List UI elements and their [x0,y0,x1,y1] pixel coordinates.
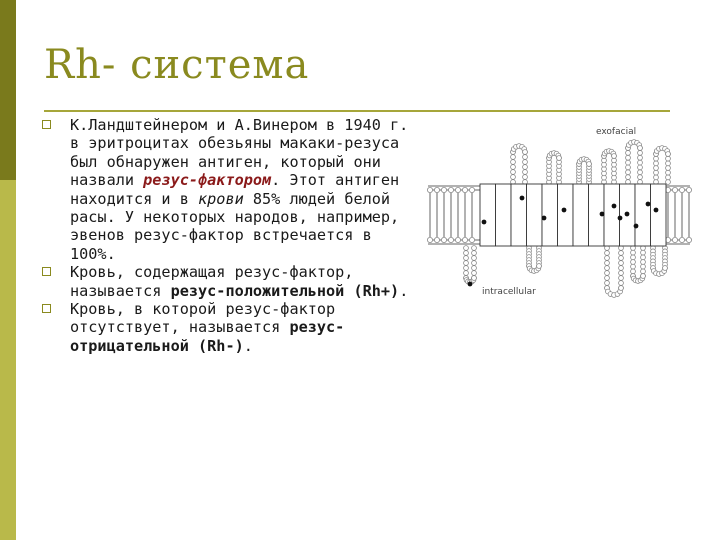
bullet-text: Кровь, содержащая резус-фактор, называется [70,263,354,300]
bullet-text: Кровь, в которой резус-фактор отсутствует, называется [70,300,336,337]
left-accent-bar-dark [0,0,16,180]
residue-bead [666,170,671,175]
residue-bead [612,154,617,159]
residue-bead [464,246,469,251]
lipid-bead [448,187,453,192]
residue-bead [472,266,477,271]
residue-bead [464,266,469,271]
highlighted-residue [634,224,639,229]
residue-bead [641,250,646,255]
residue-bead [511,170,516,175]
residue-bead [626,160,631,165]
residue-bead [537,264,542,269]
residue-bead [464,271,469,276]
residue-bead [464,251,469,256]
membrane-protein-diagram [424,118,694,303]
residue-bead [619,256,624,261]
residue-bead [523,150,528,155]
residue-bead [641,260,646,265]
residue-bead [605,276,610,281]
residue-bead [626,165,631,170]
lipid-bead [441,237,446,242]
residue-bead [523,155,528,160]
lipid-bead [679,187,684,192]
residue-bead [523,175,528,180]
residue-bead [663,266,668,271]
title-underline [44,110,670,112]
residue-bead [631,250,636,255]
residue-bead [511,165,516,170]
bullet-item-rh-negative [40,300,410,355]
bullet-text: К.Ландштейнером и А.Винером в 1940 г. в эритроцитах обезьяны макаки-резуса был обнаружен антиген, который они назвали [70,116,409,190]
bullet-item-discovery [40,116,410,263]
residue-bead [472,251,477,256]
lipid-bead [455,187,460,192]
square-bullet-icon [42,120,51,129]
helix-segment [511,184,527,246]
lipid-bead [672,187,677,192]
transmembrane-helices [480,184,666,246]
left-accent-bar [0,0,16,540]
residue-bead [605,266,610,271]
residue-bead [641,255,646,260]
residue-bead [511,160,516,165]
residue-bead [619,261,624,266]
lipid-bead [686,187,691,192]
residue-bead [523,160,528,165]
term-rh-positive: резус-положительной (Rh+) [170,281,400,300]
residue-bead [638,170,643,175]
helix-segment [496,184,512,246]
residue-bead [472,256,477,261]
residue-bead [587,162,592,167]
square-bullet-icon [42,304,51,313]
bullet-text: . [243,336,253,355]
residue-bead [557,156,562,161]
lipid-bead [469,187,474,192]
lipid-bead [434,237,439,242]
highlighted-residue [562,208,567,213]
rh-protein-topology-figure [424,118,694,303]
highlighted-residue [646,202,651,207]
lipid-bead [686,237,691,242]
residue-bead [605,261,610,266]
bullet-text: . Этот антиген находится и в [70,171,400,208]
lipid-bead [462,237,467,242]
highlighted-residue [600,212,605,217]
residue-bead [654,175,659,180]
helix-segment [573,184,589,246]
helix-segment [651,184,667,246]
residue-bead [626,150,631,155]
square-bullet-icon [42,267,51,276]
residue-bead [654,161,659,166]
residue-bead [666,152,671,157]
residue-bead [631,260,636,265]
residue-bead [472,271,477,276]
residue-bead [619,251,624,256]
highlighted-residue [625,212,630,217]
highlighted-residue [482,220,487,225]
residue-bead [619,271,624,276]
residue-bead [641,274,646,279]
helix-segment [635,184,651,246]
highlighted-residue [542,216,547,221]
residue-bead [511,155,516,160]
residue-bead [654,156,659,161]
residue-bead [666,166,671,171]
residue-bead [638,165,643,170]
residue-bead [523,165,528,170]
residue-bead [472,261,477,266]
residue-bead [638,146,643,151]
residue-bead [626,175,631,180]
lipid-bead [434,187,439,192]
exofacial-label: exofacial [596,127,637,137]
residue-bead [666,161,671,166]
residue-bead [619,266,624,271]
residue-bead [619,281,624,286]
highlighted-residue [618,216,623,221]
residue-bead [654,166,659,171]
lipid-bead [448,237,453,242]
italic-word: крови [198,189,244,208]
helix-segment [558,184,574,246]
bullet-list [40,116,410,355]
slide-title: Rh- система [44,42,310,88]
residue-bead [638,150,643,155]
lipid-bead [672,237,677,242]
helix-segment [527,184,543,246]
lipid-bead [441,187,446,192]
highlighted-residue [520,196,525,201]
residue-bead [638,175,643,180]
residue-bead [605,256,610,261]
lipid-bead [679,237,684,242]
bullet-item-rh-positive [40,263,410,300]
residue-bead [641,269,646,274]
residue-bead [666,175,671,180]
bullet-text: . [399,281,409,300]
residue-bead [666,156,671,161]
lipid-bead [469,237,474,242]
residue-bead [638,160,643,165]
helix-segment [604,184,620,246]
residue-bead [631,255,636,260]
term-rh-negative: резус-отрицательной (Rh-) [70,318,345,355]
helix-segment [480,184,496,246]
residue-bead [638,155,643,160]
residue-bead [631,264,636,269]
residue-bead [605,251,610,256]
residue-bead [631,269,636,274]
helix-segment [542,184,558,246]
highlighted-residue [654,208,659,213]
intracellular-label: intracellular [482,287,536,297]
residue-bead [626,155,631,160]
highlighted-residue [612,204,617,209]
residue-bead [464,261,469,266]
residue-bead [523,170,528,175]
residue-bead [464,256,469,261]
residue-bead [654,170,659,175]
residue-bead [641,264,646,269]
residue-bead [619,286,624,291]
lipid-bead [462,187,467,192]
residue-bead [619,276,624,281]
lipid-bead [427,187,432,192]
bullet-text: 85% людей белой расы. У некоторых народов, например, эвенов резус-фактор встречается в 100%. [70,189,400,263]
residue-bead [626,170,631,175]
residue-bead [605,271,610,276]
residue-bead [605,281,610,286]
lipid-bead [427,237,432,242]
residue-bead [472,276,477,281]
term-rhesus-factor: резус-фактором [143,171,272,190]
lipid-bead [455,237,460,242]
residue-bead [472,246,477,251]
residue-bead [511,175,516,180]
highlighted-residue [468,282,473,287]
